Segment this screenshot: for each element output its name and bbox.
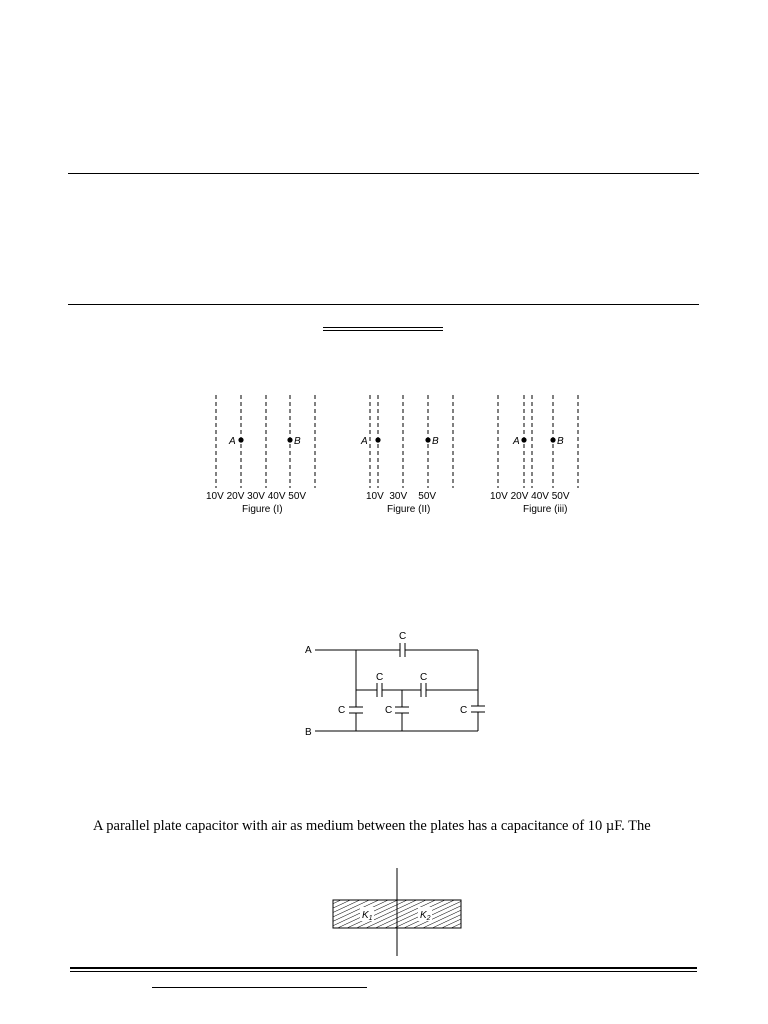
top-rule	[68, 173, 699, 174]
cap-mid-left-label: C	[376, 672, 384, 683]
fig3-label-b: B	[557, 436, 564, 447]
fig1-label-a: A	[229, 436, 236, 447]
cap-top-label: C	[399, 631, 407, 642]
fig2-caption: Figure (II)	[387, 504, 431, 515]
fig1-point-b	[287, 437, 292, 442]
section-underline-bottom	[323, 330, 443, 331]
question-text: A parallel plate capacitor with air as medium between the plates has a capacitance of 10 µF. The	[93, 818, 651, 834]
footnote-rule	[152, 987, 367, 988]
fig1-label-b: B	[294, 436, 301, 447]
fig1-voltage-labels: 10V 20V 30V 40V 50V	[206, 491, 307, 502]
fig3-point-b	[550, 437, 555, 442]
fig1-point-a	[238, 437, 243, 442]
section-underline-top	[323, 327, 443, 328]
cap-right-label: C	[460, 705, 468, 716]
fig2-voltage-labels: 10V 30V 50V	[366, 491, 437, 502]
k1-label: $K_1$	[362, 910, 373, 922]
fig1-caption: Figure (I)	[242, 504, 283, 515]
terminal-a-label: A	[305, 645, 312, 656]
k2-label: $K_2$	[420, 910, 431, 922]
fig3-voltage-labels: 10V 20V 40V 50V	[490, 491, 570, 502]
fig2-point-b	[425, 437, 430, 442]
terminal-b-label: B	[305, 727, 312, 738]
cap-middle-label: C	[385, 705, 393, 716]
footer-rule-top	[70, 967, 697, 969]
fig3-point-a	[521, 437, 526, 442]
fig3-caption: Figure (iii)	[523, 504, 568, 515]
dielectric-figure	[328, 866, 468, 958]
fig2-point-a	[375, 437, 380, 442]
fig3-label-a: A	[513, 436, 520, 447]
fig2-label-a: A	[361, 436, 368, 447]
capacitor-circuit	[295, 625, 495, 740]
fig2-label-b: B	[432, 436, 439, 447]
equipotential-figures	[190, 385, 600, 520]
cap-left-label: C	[338, 705, 346, 716]
second-rule	[68, 304, 699, 305]
footer-rule-bottom	[70, 971, 697, 972]
cap-mid-right-label: C	[420, 672, 428, 683]
